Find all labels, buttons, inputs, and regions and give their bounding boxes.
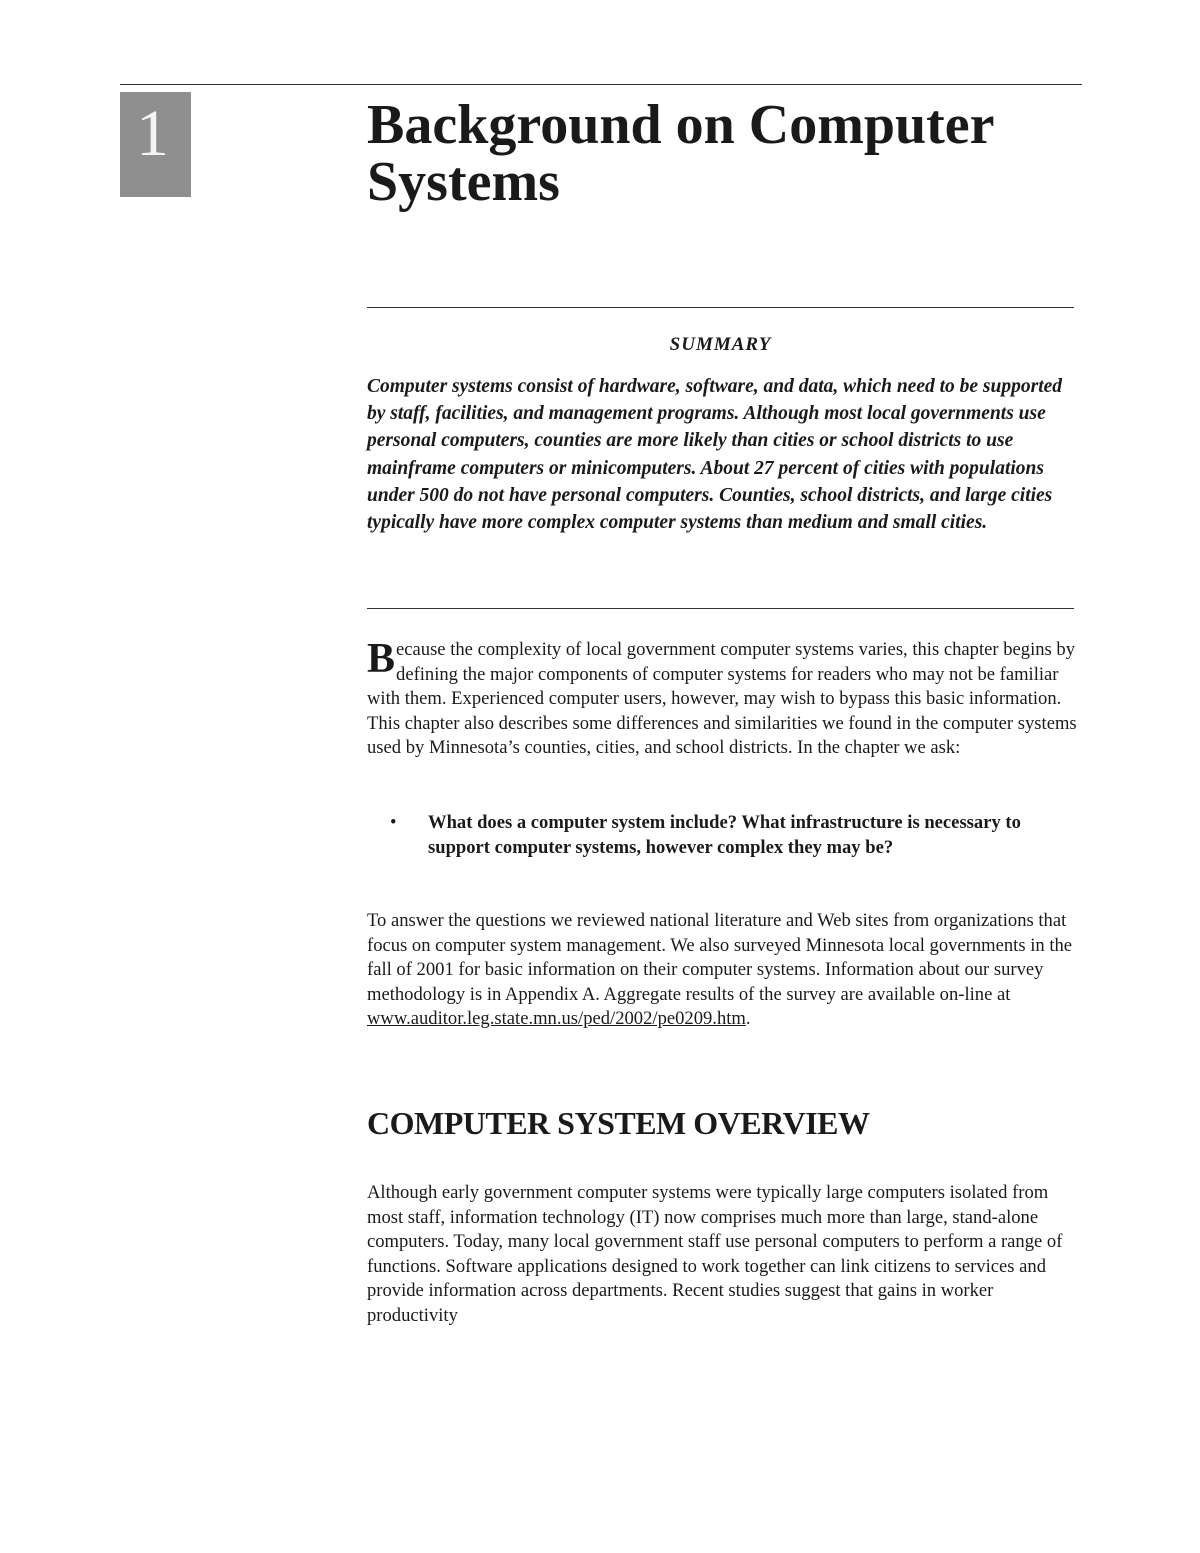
overview-paragraph: Although early government computer systems were typically large computers isolated from most staff, information technology (IT) now comprises much more than large, stand-alone computers. Today, many local government staff use personal computers to perform a range of functions. Software applications designed to work together can link citizens to services and provide information across departments. Recent studies suggest that gains in worker productivity <box>367 1182 1063 1326</box>
chapter-title-line-1: Background on Computer <box>367 94 995 156</box>
survey-results-link[interactable]: www.auditor.leg.state.mn.us/ped/2002/pe0209.htm <box>367 1008 746 1030</box>
question-list <box>390 811 1060 861</box>
intro-paragraph <box>367 638 1077 761</box>
summary-bottom-rule <box>367 608 1074 609</box>
drop-cap: B <box>367 636 396 682</box>
chapter-number-badge <box>120 92 191 197</box>
summary-text: Computer systems consist of hardware, software, and data, which need to be supported by staff, facilities, and management programs. Although most local governments use personal computers, counties are more likely than cities or school districts to use mainframe computers or minicomputers. About 27 percent of cities with populations under 500 do not have personal computers. Counties, school districts, and large cities typically have more complex computer systems than medium and small cities. <box>367 376 1063 534</box>
methods-text: To answer the questions we reviewed national literature and Web sites from organizations that focus on computer system management. We also surveyed Minnesota local governments in the fall of 2001 for basic information on their computer systems. Information about our survey methodology is in Appendix A. Aggregate results of the survey are available on-line at <box>367 910 1073 1005</box>
bullet-icon: • <box>390 812 397 833</box>
question-text: What does a computer system include? What infrastructure is necessary to support computer systems, however complex they may be? <box>428 812 1021 858</box>
chapter-title <box>367 94 1067 213</box>
section-heading: COMPUTER SYSTEM OVERVIEW <box>367 1105 870 1141</box>
question-item <box>390 811 1060 861</box>
top-rule <box>120 84 1082 85</box>
methods-paragraph <box>367 909 1077 1032</box>
intro-text: ecause the complexity of local government computer systems varies, this chapter begins by defining the major components of computer systems for readers who may not be familiar with them. Experienced computer users, however, may wish to bypass this basic information. This chapter also describes some differences and similarities we found in the computer systems used by Minnesota’s counties, cities, and school districts. In the chapter we ask: <box>367 639 1077 759</box>
summary-heading: SUMMARY <box>669 334 772 355</box>
summary-top-rule <box>367 307 1074 308</box>
chapter-number: 1 <box>136 97 169 170</box>
chapter-title-line-2: Systems <box>367 151 560 213</box>
methods-end: . <box>745 1008 751 1030</box>
